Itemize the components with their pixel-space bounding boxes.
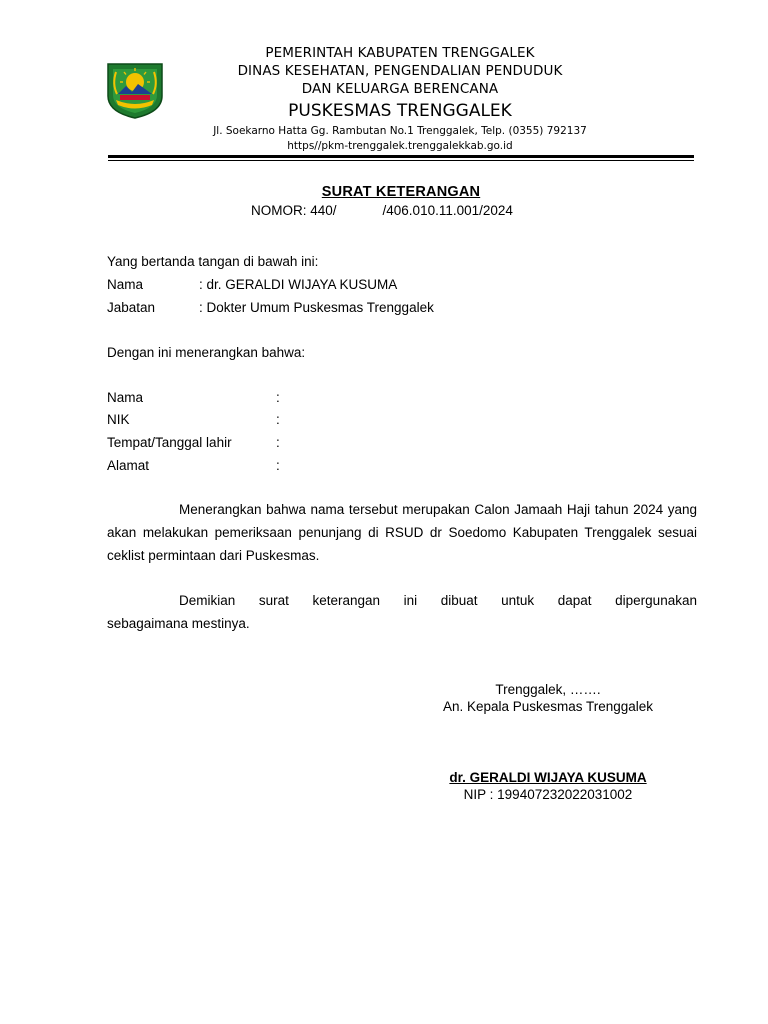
signer-position-label: Jabatan bbox=[107, 300, 156, 315]
closing-word: keterangan bbox=[312, 593, 381, 608]
closing-word: surat bbox=[258, 593, 289, 608]
closing-word: Demikian bbox=[179, 593, 236, 608]
closing-word: untuk bbox=[501, 593, 535, 608]
signer-name-value: : dr. GERALDI WIJAYA KUSUMA bbox=[199, 277, 398, 292]
subject-field-label: Alamat bbox=[107, 458, 150, 473]
regency-emblem-icon bbox=[104, 60, 166, 120]
letterhead-divider-thin bbox=[108, 160, 694, 161]
closing-line-1 bbox=[107, 589, 697, 612]
letterhead-department: DINAS KESEHATAN, PENGENDALIAN PENDUDUK bbox=[237, 63, 563, 79]
signer-intro: Yang bertanda tangan di bawah ini: bbox=[107, 254, 319, 269]
subject-field-sep: : bbox=[276, 412, 280, 427]
letterhead bbox=[180, 44, 620, 153]
closing-word: dipergunakan bbox=[615, 593, 697, 608]
letterhead-website: https//pkm-trenggalek.trenggalekkab.go.id bbox=[287, 140, 513, 152]
closing-word: ini bbox=[403, 593, 418, 608]
subject-field-label: NIK bbox=[107, 412, 130, 427]
letterhead-divider-thick bbox=[108, 155, 694, 158]
subject-field-label: Tempat/Tanggal lahir bbox=[107, 435, 232, 450]
document-number-suffix: /406.010.11.001/2024 bbox=[382, 203, 513, 218]
letterhead-address: Jl. Soekarno Hatta Gg. Rambutan No.1 Trenggalek, Telp. (0355) 792137 bbox=[213, 125, 587, 137]
document-number bbox=[251, 203, 513, 218]
letterhead-title: PUSKESMAS TRENGGALEK bbox=[288, 101, 512, 121]
body-paragraph bbox=[107, 498, 697, 567]
statement-intro: Dengan ini menerangkan bahwa: bbox=[107, 345, 306, 360]
letterhead-government: PEMERINTAH KABUPATEN TRENGGALEK bbox=[265, 45, 535, 61]
closing-paragraph bbox=[107, 589, 697, 635]
letterhead-department-cont: DAN KELUARGA BERENCANA bbox=[301, 81, 499, 97]
closing-word: dibuat bbox=[440, 593, 478, 608]
closing-word: dapat bbox=[557, 593, 592, 608]
signer-position-value: : Dokter Umum Puskesmas Trenggalek bbox=[199, 300, 434, 315]
subject-field-label: Nama bbox=[107, 390, 144, 405]
subject-field-sep: : bbox=[276, 390, 280, 405]
document-title: SURAT KETERANGAN bbox=[321, 184, 481, 200]
signature-name: dr. GERALDI WIJAYA KUSUMA bbox=[449, 770, 647, 785]
document-number-prefix: NOMOR: 440/ bbox=[251, 203, 337, 218]
signature-nip: NIP : 199407232022031002 bbox=[463, 787, 633, 802]
signature-role: An. Kepala Puskesmas Trenggalek bbox=[442, 699, 654, 714]
signer-name-label: Nama bbox=[107, 277, 144, 292]
subject-field-sep: : bbox=[276, 458, 280, 473]
body-paragraph-text: Menerangkan bahwa nama tersebut merupakan Calon Jamaah Haji tahun 2024 yang akan melakukan pemeriksaan penunjang di RSUD dr Soedomo Kabupaten Trenggalek sesuai ceklist permintaan dari Puskesmas. bbox=[107, 502, 697, 563]
subject-field-sep: : bbox=[276, 435, 280, 450]
signature-place-date: Trenggalek, ……. bbox=[495, 682, 601, 697]
closing-line-2: sebagaimana mestinya. bbox=[107, 616, 250, 631]
